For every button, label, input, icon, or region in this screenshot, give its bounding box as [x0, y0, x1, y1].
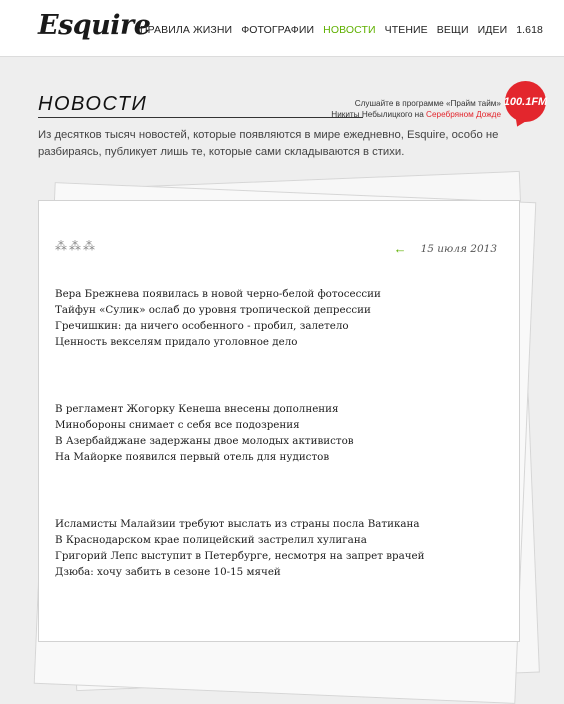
news-line[interactable]: Тайфун «Сулик» ослаб до уровня тропической депрессии: [55, 304, 371, 316]
site-header: [0, 0, 564, 57]
news-line[interactable]: На Майорке появился первый отель для нудистов: [55, 451, 330, 463]
asterism-divider: ⁂⁂⁂: [55, 239, 97, 253]
news-line[interactable]: В Краснодарском крае полицейский застрелил хулигана: [55, 534, 367, 546]
news-line[interactable]: Ценность векселям придало уголовное дело: [55, 336, 298, 348]
news-line[interactable]: Григорий Лепс выступит в Петербурге, несмотря на запрет врачей: [55, 550, 425, 562]
nav-item-reading[interactable]: ЧТЕНИЕ: [384, 24, 428, 36]
date-row: [394, 241, 497, 256]
poem-stanza: [55, 286, 381, 350]
nav-item-rules-of-life[interactable]: ПРАВИЛА ЖИЗНИ: [139, 24, 233, 36]
promo-text: Никиты Небылицкого на: [331, 110, 427, 119]
title-divider: [38, 117, 363, 118]
news-line[interactable]: В регламент Жогорку Кенеша внесены дополнения: [55, 403, 339, 415]
news-line[interactable]: Гречишкин: да ничего особенного - пробил, залетело: [55, 320, 349, 332]
post-date: 15 июля 2013: [420, 242, 497, 255]
promo-line: Слушайте в программе «Прайм тайм»: [354, 99, 501, 108]
news-poem-card: [38, 200, 520, 642]
poem-stanza: [55, 516, 425, 580]
nav-item-news[interactable]: НОВОСТИ: [323, 24, 376, 36]
silver-rain-link[interactable]: Серебряном Дожде: [426, 110, 501, 119]
nav-item-things[interactable]: ВЕЩИ: [436, 24, 469, 36]
promo-line: [331, 109, 501, 120]
radio-promo: [331, 98, 501, 120]
prev-arrow-icon[interactable]: ←: [393, 241, 407, 256]
intro-text: Из десятков тысяч новостей, которые появляются в мире ежедневно, Esquire, особо не разбираясь, публикует лишь те, которые сами складываются в стихи.: [38, 129, 499, 158]
page-title: НОВОСТИ: [38, 93, 148, 115]
nav-item-photos[interactable]: ФОТОГРАФИИ: [241, 24, 315, 36]
news-line[interactable]: Минобороны снимает с себя все подозрения: [55, 419, 300, 431]
nav-item-1618[interactable]: 1.618: [516, 24, 543, 36]
news-line[interactable]: Дзюба: хочу забить в сезоне 10-15 мячей: [55, 566, 281, 578]
esquire-logo[interactable]: Esquire: [38, 10, 151, 41]
news-line[interactable]: В Азербайджане задержаны двое молодых активистов: [55, 435, 354, 447]
nav-item-ideas[interactable]: ИДЕИ: [477, 24, 508, 36]
news-line[interactable]: Исламисты Малайзии требуют выслать из страны посла Ватикана: [55, 518, 420, 530]
main-nav: [131, 24, 543, 36]
news-line[interactable]: Вера Брежнева появилась в новой черно-белой фотосессии: [55, 288, 381, 300]
radio-badge-logo[interactable]: 100.1FM: [505, 81, 546, 122]
poem-stanza: [55, 401, 354, 465]
